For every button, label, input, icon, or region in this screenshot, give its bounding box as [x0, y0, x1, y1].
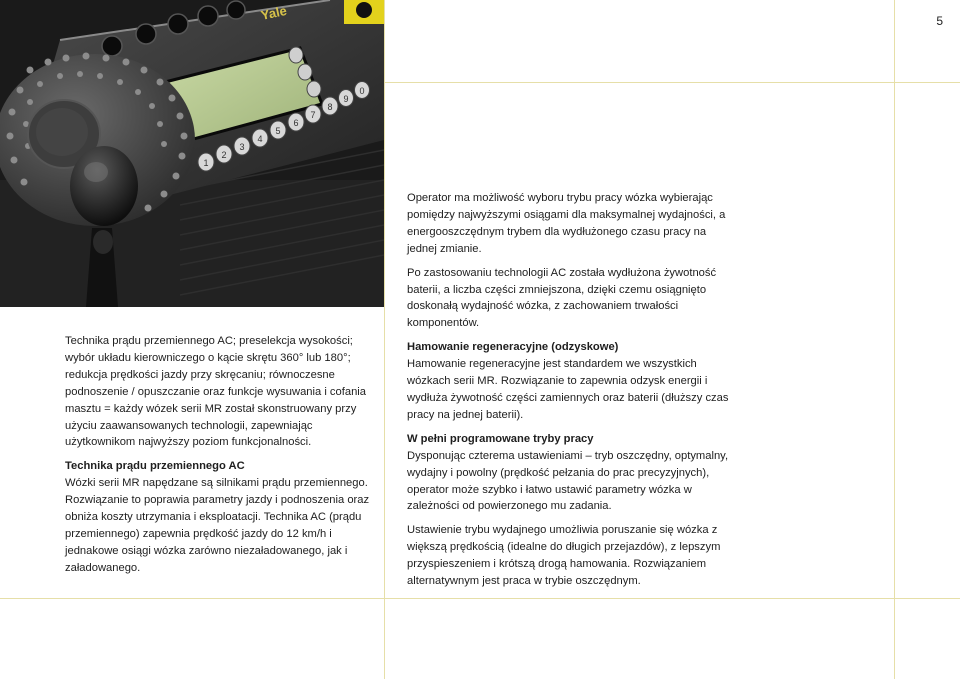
control-panel-photo — [0, 0, 384, 307]
regenerative-braking-paragraph: Hamowanie regeneracyjne jest standardem we wszystkich wózkach serii MR. Rozwiązanie to zapewnia odzysk energii i wydłuża żywotność części zamiennych oraz baterii (dłuższy czas pracy na jednej baterii). — [407, 358, 729, 421]
keypad-digit-8: 8 — [327, 102, 333, 112]
keypad-digit-0: 0 — [359, 86, 365, 96]
efficient-mode-paragraph: Ustawienie trybu wydajnego umożliwia poruszanie się wózka z większą prędkością (idealne do długich przejazdów), z lepszym przyspieszeniem i krótszą drogą hamowania. Rozwiązaniem alternatywnym jest praca w trybie oszczędnym. — [407, 524, 721, 588]
right-text-column — [407, 190, 737, 597]
bottom-guide-rule — [0, 598, 960, 599]
regenerative-braking-heading: Hamowanie regeneracyjne (odzyskowe) — [407, 341, 619, 354]
page-number: 5 — [936, 14, 943, 28]
battery-life-paragraph: Po zastosowaniu technologii AC została wydłużona żywotność baterii, a liczba części zmniejszona, dzięki czemu osiągnięto doskonałą wydajność wózka, z zachowaniem trwałości komponentów. — [407, 266, 717, 330]
keypad-digit-6: 6 — [293, 118, 299, 128]
ac-technology-heading: Technika prądu przemiennego AC — [65, 460, 245, 473]
programmable-modes-heading: W pełni programowane tryby pracy — [407, 432, 594, 445]
keypad-digit-1: 1 — [203, 158, 209, 168]
programmable-modes-paragraph: Dysponując czterema ustawieniami – tryb oszczędny, optymalny, wydajny i powolny (prędkość pełzania do prac precyzyjnych), operator może szybko i łatwo ustawić parametry wózka w zależności od powierzonego mu zadania. — [407, 449, 729, 513]
brand-logo-text: Yale — [259, 2, 289, 23]
intro-paragraph: Technika prądu przemiennego AC; preselekcja wysokości; wybór układu kierowniczego o kącie skrętu 360° lub 180°; redukcja prędkości jazdy przy skręcaniu; równoczesne podnoszenie / opuszczanie oraz funkcje wysuwania i cofania masztu = każdy wózek serii MR został skonstruowany przy użyciu zaawansowanych technologii, zapewniając użytkownikom najwyższy poziom funkcjonalności. — [65, 335, 366, 449]
right-guide-rule — [894, 0, 895, 679]
left-text-column — [65, 333, 385, 584]
keypad-digit-7: 7 — [310, 110, 316, 120]
ac-technology-paragraph: Wózki serii MR napędzane są silnikami prądu przemiennego. Rozwiązanie to poprawia parametry jazdy i podnoszenia oraz obniża koszty utrzymania i eksploatacji. Technika AC (prądu przemiennego) zapewnia prędkość jazdy do 12 km/h i jednakowe osiągi wózka zarówno niezaładowanego, jak i załadowanego. — [65, 477, 370, 574]
keypad-digit-2: 2 — [221, 150, 227, 160]
keypad-digit-3: 3 — [239, 142, 245, 152]
keypad-digit-5: 5 — [275, 126, 281, 136]
keypad-digit-9: 9 — [343, 94, 349, 104]
operating-mode-paragraph: Operator ma możliwość wyboru trybu pracy wózka wybierając pomiędzy najwyższymi osiągami dla maksymalnej wydajności, a energooszczędnym trybem dla wydłużonego czasu pracy na jednej zmianie. — [407, 192, 726, 255]
keypad-digit-4: 4 — [257, 134, 263, 144]
